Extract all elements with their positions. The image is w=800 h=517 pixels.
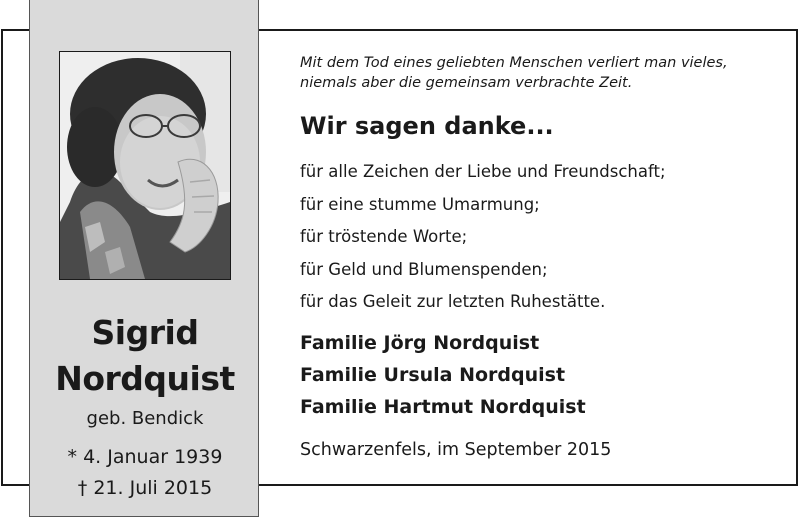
family-name: Familie Ursula Nordquist	[300, 364, 566, 386]
quote-line: niemals aber die gemeinsam verbrachte Zeit.	[300, 75, 633, 91]
place-and-date: Schwarzenfels, im September 2015	[300, 440, 612, 460]
death-date: † 21. Juli 2015	[77, 477, 213, 499]
deceased-first-name: Sigrid	[91, 313, 199, 352]
deceased-last-name: Nordquist	[55, 359, 235, 398]
deceased-maiden-name: geb. Bendick	[86, 408, 204, 429]
list-item: für tröstende Worte;	[300, 227, 468, 246]
portrait-photo	[59, 51, 231, 280]
list-item: für das Geleit zur letzten Ruhestätte.	[300, 292, 606, 311]
memorial-side-panel	[29, 0, 259, 517]
memorial-quote	[300, 53, 790, 93]
birth-date: * 4. Januar 1939	[67, 446, 223, 468]
quote-line: Mit dem Tod eines geliebten Menschen verliert man vieles,	[300, 55, 728, 71]
thanks-list	[300, 156, 666, 319]
family-signatures	[300, 327, 586, 423]
list-item: für alle Zeichen der Liebe und Freundschaft;	[300, 162, 666, 181]
list-item: für Geld und Blumenspenden;	[300, 259, 548, 279]
family-name: Familie Jörg Nordquist	[300, 332, 540, 354]
thanks-heading: Wir sagen danke...	[300, 112, 554, 140]
family-name: Familie Hartmut Nordquist	[300, 396, 586, 418]
list-item: für eine stumme Umarmung;	[300, 194, 540, 214]
